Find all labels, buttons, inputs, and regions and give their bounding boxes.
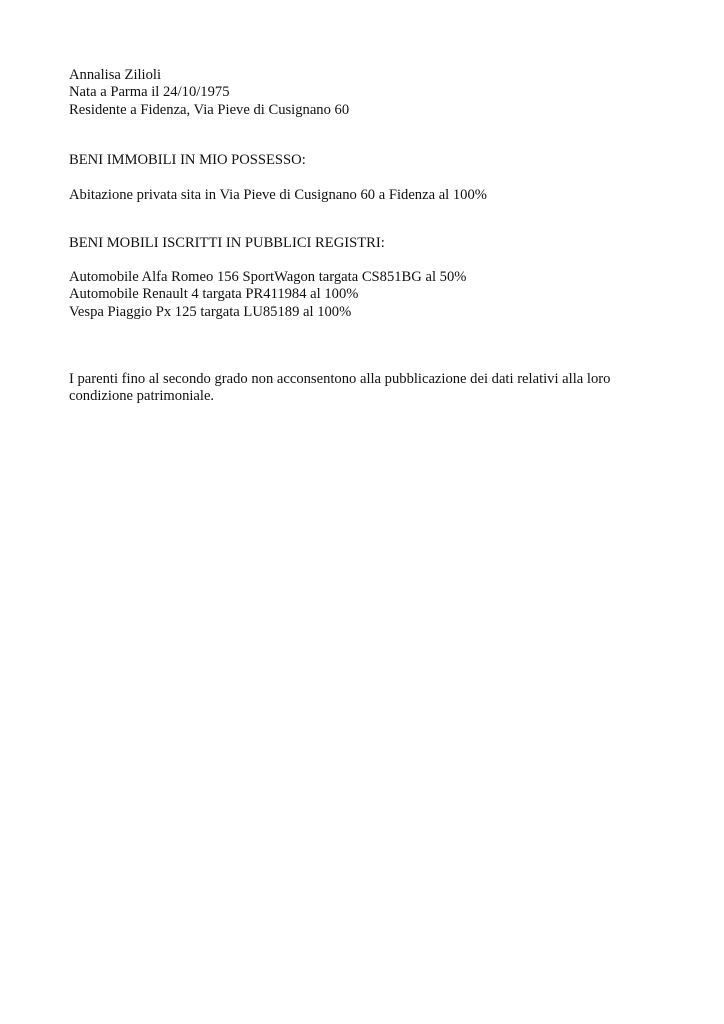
residence-info: Residente a Fidenza, Via Pieve di Cusignano 60	[69, 101, 350, 118]
relatives-consent-note	[69, 371, 629, 406]
person-name: Annalisa Zilioli	[69, 67, 162, 83]
mobili-list-item: Automobile Renault 4 targata PR411984 al 100%	[69, 286, 359, 303]
immobili-heading-text: BENI IMMOBILI IN MIO POSSESSO:	[69, 152, 306, 168]
mobili-heading-text: BENI MOBILI ISCRITTI IN PUBBLICI REGISTRI:	[69, 235, 385, 251]
personal-info	[69, 67, 659, 119]
immobili-list-item: Abitazione privata sita in Via Pieve di Cusignano 60 a Fidenza al 100%	[69, 187, 487, 203]
immobili-section-heading	[69, 152, 659, 169]
note-text: I parenti fino al secondo grado non acconsentono alla pubblicazione dei dati relativi alla loro condizione patrimoniale.	[69, 371, 611, 405]
birth-info: Nata a Parma il 24/10/1975	[69, 84, 230, 101]
mobili-list-item: Automobile Alfa Romeo 156 SportWagon targata CS851BG al 50%	[69, 269, 467, 285]
mobili-list-item: Vespa Piaggio Px 125 targata LU85189 al 100%	[69, 303, 352, 320]
mobili-list	[69, 269, 659, 321]
immobili-list	[69, 187, 659, 204]
mobili-section-heading	[69, 235, 659, 252]
